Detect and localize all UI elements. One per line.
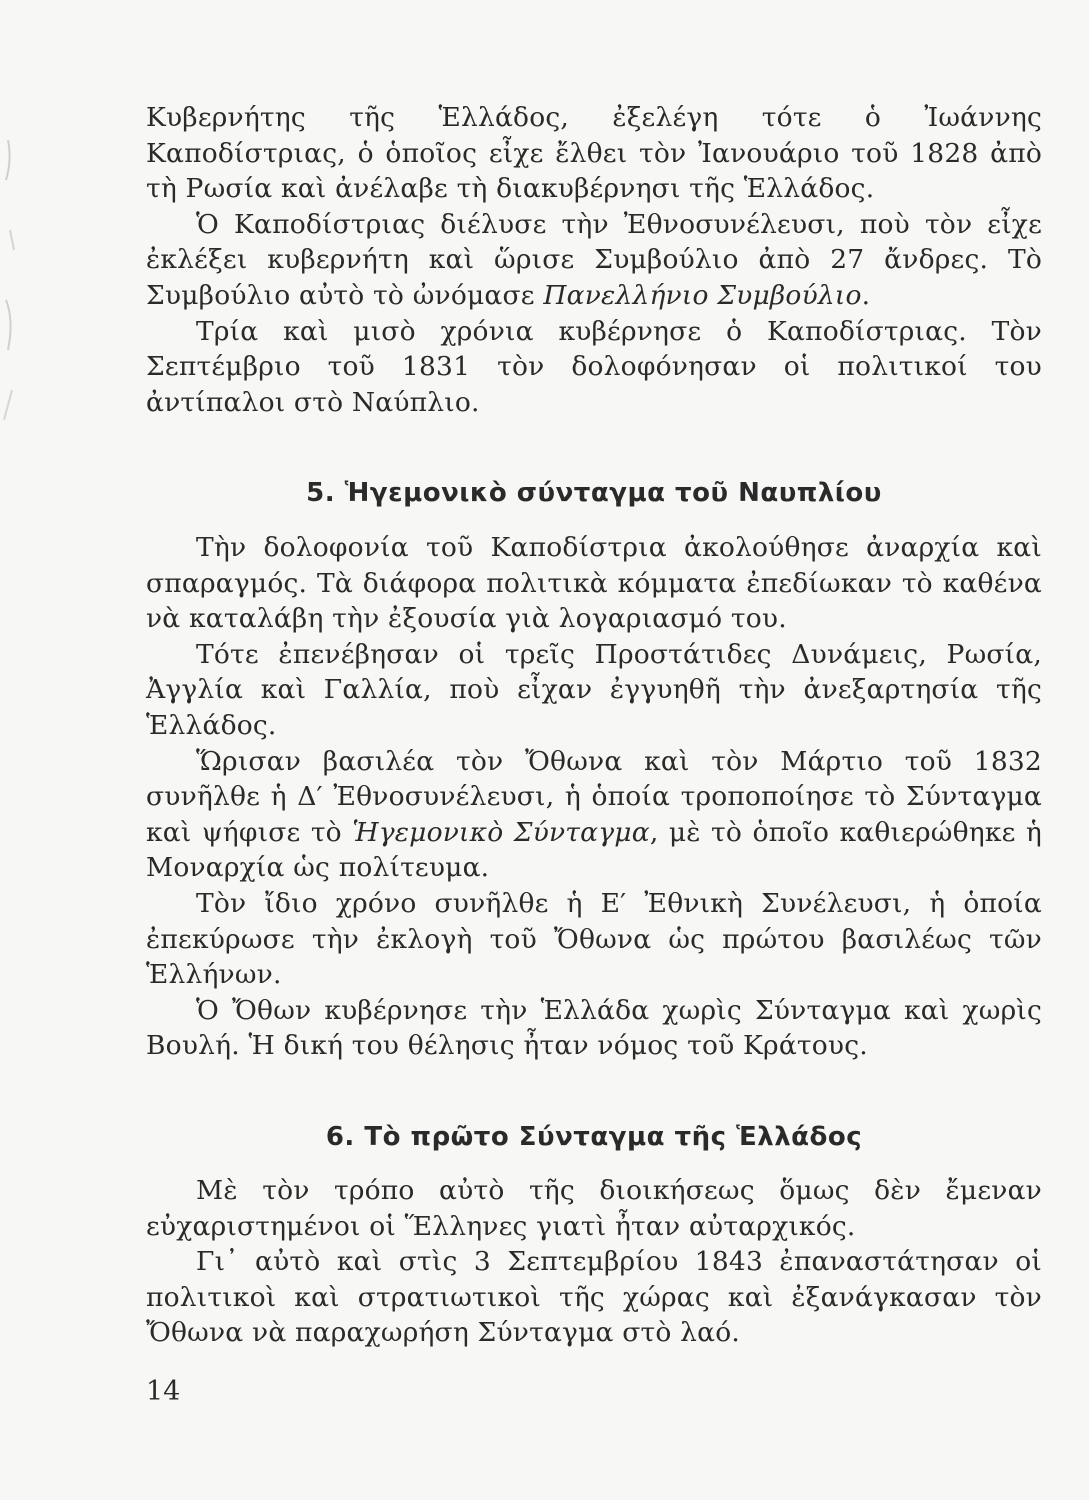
paragraph-revolution-1843: Γι᾿ αὐτὸ καὶ στὶς 3 Σεπτεμβρίου 1843 ἐπαναστάτησαν οἱ πολιτικοὶ καὶ στρατιωτικοὶ τῆς χώρας καὶ ἐξανάγκασαν τὸν Ὄθωνα νὰ παραχωρήση Σύνταγμα στὸ λαό. <box>146 1246 1042 1349</box>
paragraph-otto-rule: Ὁ Ὄθων κυβέρνησε τὴν Ἑλλάδα χωρὶς Σύνταγμα καὶ χωρὶς Βουλή. Ἡ δική του θέλησις ἦταν νόμος τοῦ Κράτους. <box>146 994 1042 1062</box>
paragraph-otto-king-text: Ὥρισαν βασιλέα τὸν Ὄθωνα καὶ τὸν Μάρτιο τοῦ 1832 συνῆλθε ἡ Δ′ Ἐθνοσυνέλευσι, ἡ ὁποία τροποποίησε τὸ Σύνταγμα καὶ ψήφισε τὸ <box>146 745 1042 848</box>
section-first-constitution <box>146 1173 1042 1351</box>
paragraph-otto-king-end: , μὲ τὸ ὁποῖο καθιερώθηκε ἡ Μοναρχία ὡς πολίτευμα. <box>146 816 1042 884</box>
page-number: 14 <box>146 1376 181 1407</box>
paragraph-fifth-assembly: Τὸν ἴδιο χρόνο συνῆλθε ἡ Ε′ Ἐθνικὴ Συνέλευσι, ἡ ὁποία ἐπεκύρωσε τὴν ἐκλογὴ τοῦ Ὄθωνα ὡς πρώτου βασιλέως τῶν Ἑλλήνων. <box>146 887 1042 991</box>
section-intro <box>146 100 1042 420</box>
paragraph-otto-king <box>146 744 1042 886</box>
paragraph-council <box>146 207 1042 314</box>
paragraph-anarchy: Τὴν δολοφονία τοῦ Καποδίστρια ἀκολούθησε ἀναρχία καὶ σπαραγμός. Τὰ διάφορα πολιτικὰ κόμματα ἐπεδίωκαν τὸ καθένα νὰ καταλάβη τὴν ἐξουσία γιὰ λογαριασμό του. <box>146 532 1042 635</box>
paragraph-council-text: Ὁ Καποδίστριας διέλυσε τὴν Ἐθνοσυνέλευσι, ποὺ τὸν εἶχε ἐκλέξει κυβερνήτη καὶ ὥρισε Συμβούλιο ἀπὸ 27 ἄνδρες. Τὸ Συμβούλιο αὐτὸ τὸ ὠνόμασε <box>146 208 1042 311</box>
section-heading-6: 6. Τὸ πρῶτο Σύνταγμα τῆς Ἑλλάδος <box>325 1122 863 1152</box>
section-heading-5: 5. Ἡγεμονικὸ σύνταγμα τοῦ Ναυπλίου <box>306 478 882 508</box>
paragraph-council-end: . <box>861 279 871 311</box>
constitution-name: Ἡγεμονικὸ Σύνταγμα <box>352 816 650 848</box>
paragraph-discontent: Μὲ τὸν τρόπο αὐτὸ τῆς διοικήσεως ὅμως δὲν ἔμεναν εὐχαριστημένοι οἱ Ἕλληνες γιατὶ ἦταν αὐταρχικός. <box>146 1175 1042 1242</box>
paragraph-kapodistrias-elected: Κυβερνήτης τῆς Ἑλλάδος, ἐξελέγη τότε ὁ Ἰωάννης Καποδίστριας, ὁ ὁποῖος εἶχε ἔλθει τὸν Ἰανουάριο τοῦ 1828 ἀπὸ τὴ Ρωσία καὶ ἀνέλαβε τὴ διακυβέρνησι τῆς Ἑλλάδος. <box>146 102 1042 205</box>
council-name: Πανελλήνιο Συμβούλιο <box>543 279 862 311</box>
paragraph-assassination: Τρία καὶ μισὸ χρόνια κυβέρνησε ὁ Καποδίστριας. Τὸν Σεπτέμβριο τοῦ 1831 τὸν δολοφόνησαν οἱ πολιτικοί του ἀντίπαλοι στὸ Ναύπλιο. <box>146 315 1042 418</box>
margin-marks <box>0 120 40 440</box>
paragraph-protecting-powers: Τότε ἐπενέβησαν οἱ τρεῖς Προστάτιδες Δυνάμεις, Ρωσία, Ἀγγλία καὶ Γαλλία, ποὺ εἶχαν ἐγγυηθῆ τὴν ἀνεξαρτησία τῆς Ἑλλάδος. <box>146 638 1042 741</box>
section-hegemonic-constitution <box>146 530 1042 1064</box>
